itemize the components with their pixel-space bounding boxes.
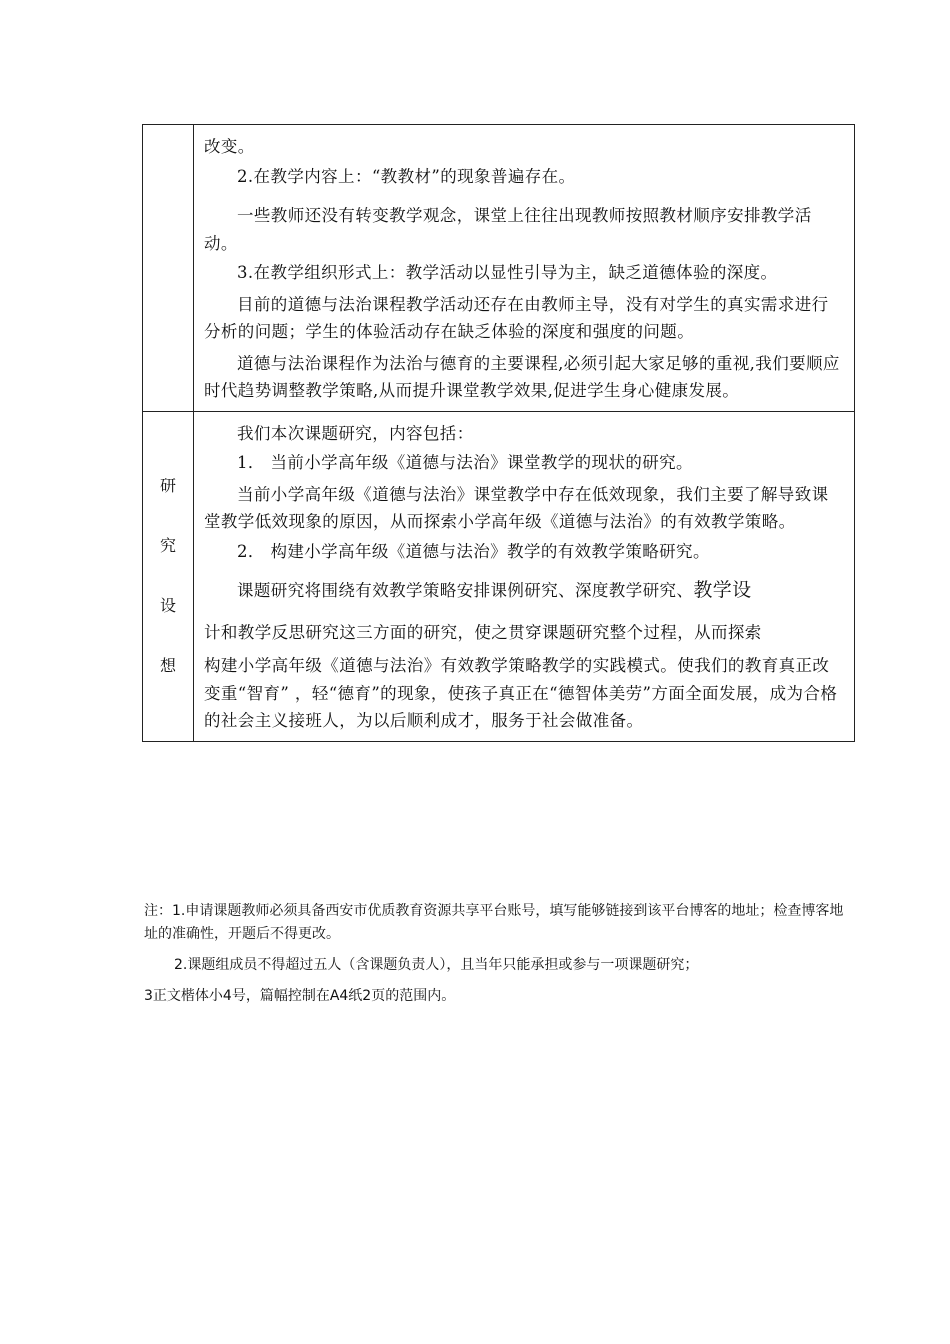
row-label-empty — [143, 125, 194, 411]
notes-section — [144, 900, 844, 1016]
paragraph: 2.在教学内容上：“教教材”的现象普遍存在。 — [237, 166, 576, 186]
paragraph: 计和教学反思研究这三方面的研究，使之贯穿课题研究整个过程，从而探索 — [204, 622, 762, 642]
label-char: 究 — [159, 536, 176, 555]
label-char: 研 — [159, 476, 176, 495]
note-2: 2.课题组成员不得超过五人（含课题负责人），且当年只能承担或参与一项课题研究； — [174, 957, 699, 973]
table-row-research-design — [143, 412, 854, 741]
paragraph: 当前小学高年级《道德与法治》课堂教学中存在低效现象，我们主要了解导致课堂教学低效现象的原因，从而探索小学高年级《道德与法治》的有效教学策略。 — [204, 484, 829, 531]
label-char: 想 — [159, 656, 176, 675]
research-form-table — [142, 124, 855, 742]
paragraph: 目前的道德与法治课程教学活动还存在由教师主导，没有对学生的真实需求进行分析的问题；学生的体验活动存在缺乏体验的深度和强度的问题。 — [204, 294, 829, 341]
current-status-content — [194, 125, 854, 411]
paragraph: 道德与法治课程作为法治与德育的主要课程,必须引起大家足够的重视,我们要顺应时代趋势调整教学策略,从而提升课堂教学效果,促进学生身心健康发展。 — [204, 353, 840, 400]
text-run: 课题研究将围绕有效教学策略安排课例研究、深度教学研究、 — [237, 581, 694, 600]
paragraph: 我们本次课题研究，内容包括： — [237, 423, 474, 443]
paragraph — [204, 577, 840, 605]
note-3: 3正文楷体小4号，篇幅控制在A4纸2页的范围内。 — [144, 988, 456, 1004]
paragraph: 3.在教学组织形式上：教学活动以显性引导为主，缺乏道德体验的深度。 — [237, 263, 778, 282]
note-1: 注：1.申请课题教师必须具备西安市优质教育资源共享平台账号，填写能够链接到该平台博客的地址；检查博客地址的准确性，开题后不得更改。 — [144, 903, 844, 942]
table-row-current-status — [143, 125, 854, 412]
paragraph: 一些教师还没有转变教学观念，课堂上往往出现教师按照教材顺序安排教学活动。 — [204, 206, 812, 253]
paragraph: 改变。 — [204, 137, 255, 156]
paragraph: 2． 构建小学高年级《道德与法治》教学的有效教学策略研究。 — [237, 541, 710, 561]
text-run-large: 教学设 — [693, 579, 752, 601]
label-char: 设 — [159, 596, 176, 615]
paragraph: 1． 当前小学高年级《道德与法治》课堂教学的现状的研究。 — [237, 453, 693, 472]
research-design-content — [194, 412, 854, 741]
row-label-research-design — [143, 412, 194, 741]
paragraph: 构建小学高年级《道德与法治》有效教学策略教学的实践模式。使我们的教育真正改变重“智育” ，轻“德育”的现象，使孩子真正在“德智体美劳”方面全面发展，成为合格的社会主义接班人，为以后顺利成才，服务于社会做准备。 — [204, 656, 838, 730]
